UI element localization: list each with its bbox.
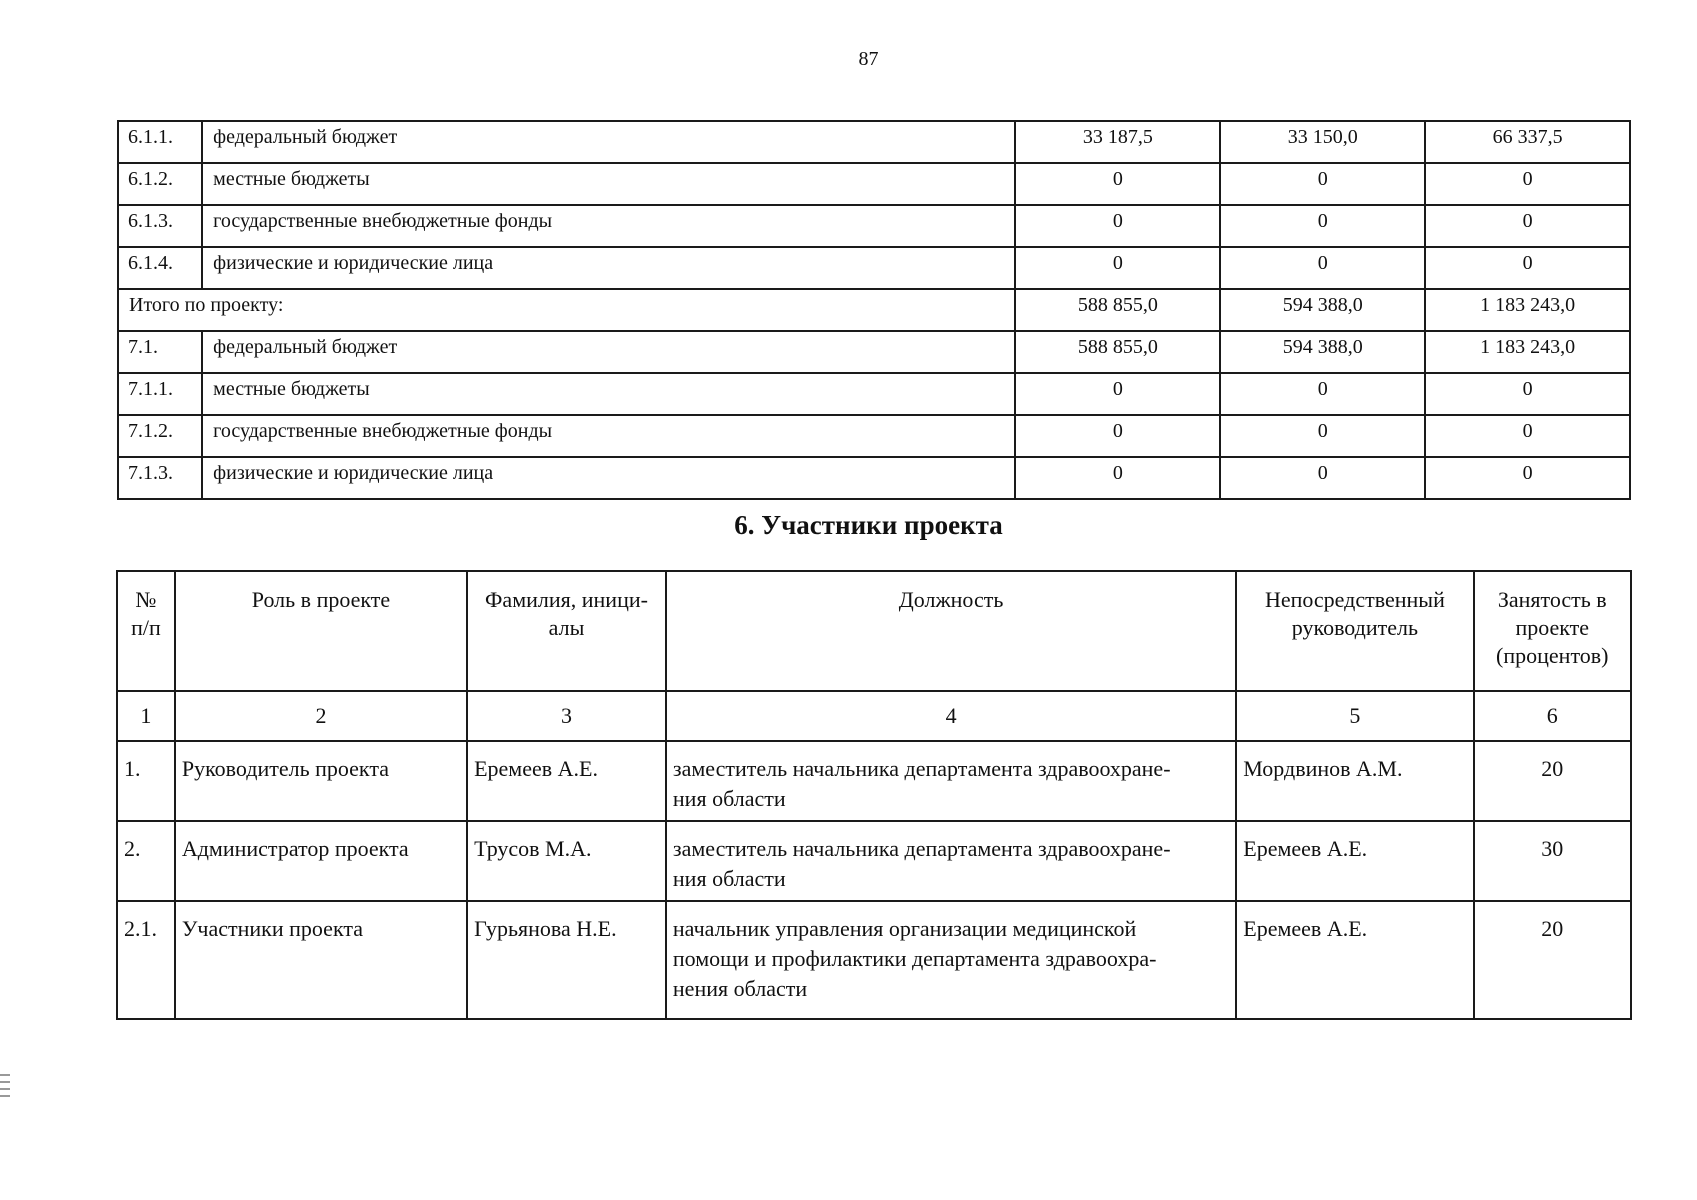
- participant-role: Администратор проекта: [175, 821, 467, 901]
- header-num-line2: п/п: [131, 615, 161, 640]
- row-value-2: 0: [1220, 247, 1425, 289]
- header-employment-line3: (процентов): [1496, 643, 1609, 668]
- table-row: [117, 901, 1631, 1019]
- row-code: 7.1.2.: [118, 415, 202, 457]
- table-row: [118, 121, 1630, 163]
- header-manager-line1: Непосредственный: [1264, 587, 1445, 612]
- table-row: [117, 821, 1631, 901]
- table-row: [118, 415, 1630, 457]
- row-value-total: 0: [1425, 457, 1630, 499]
- header-position: [666, 571, 1236, 691]
- total-label: Итого по проекту:: [118, 289, 1015, 331]
- participant-position: [666, 821, 1236, 901]
- row-value-1: 0: [1015, 373, 1220, 415]
- row-value-total: 0: [1425, 415, 1630, 457]
- row-name: федеральный бюджет: [202, 121, 1015, 163]
- total-value-1: 588 855,0: [1015, 289, 1220, 331]
- row-value-total: 0: [1425, 205, 1630, 247]
- row-code: 7.1.1.: [118, 373, 202, 415]
- table-row: [118, 331, 1630, 373]
- participant-position: [666, 901, 1236, 1019]
- row-value-2: 0: [1220, 457, 1425, 499]
- row-value-2: 0: [1220, 205, 1425, 247]
- total-value-total: 1 183 243,0: [1425, 289, 1630, 331]
- header-name: [467, 571, 666, 691]
- participant-num: 2.1.: [117, 901, 175, 1019]
- header-employment-line2: проекте: [1515, 615, 1590, 640]
- row-value-total: 0: [1425, 163, 1630, 205]
- header-employment: [1474, 571, 1631, 691]
- row-value-1: 0: [1015, 457, 1220, 499]
- row-name: физические и юридические лица: [202, 457, 1015, 499]
- row-name: физические и юридические лица: [202, 247, 1015, 289]
- column-number: 2: [175, 691, 467, 741]
- row-value-2: 594 388,0: [1220, 331, 1425, 373]
- row-name: федеральный бюджет: [202, 331, 1015, 373]
- row-code: 6.1.2.: [118, 163, 202, 205]
- row-value-2: 0: [1220, 163, 1425, 205]
- row-name: местные бюджеты: [202, 373, 1015, 415]
- row-code: 6.1.4.: [118, 247, 202, 289]
- participant-name: Гурьянова Н.Е.: [467, 901, 666, 1019]
- row-value-total: 1 183 243,0: [1425, 331, 1630, 373]
- header-role: [175, 571, 467, 691]
- participant-num: 2.: [117, 821, 175, 901]
- participant-name: Еремеев А.Е.: [467, 741, 666, 821]
- total-value-2: 594 388,0: [1220, 289, 1425, 331]
- page-number: 87: [858, 48, 879, 70]
- budget-table: [117, 120, 1631, 500]
- row-code: 7.1.3.: [118, 457, 202, 499]
- header-role-text: Роль в проекте: [251, 587, 391, 612]
- participant-employment: 30: [1474, 821, 1631, 901]
- row-code: 6.1.3.: [118, 205, 202, 247]
- row-value-1: 588 855,0: [1015, 331, 1220, 373]
- row-value-2: 0: [1220, 415, 1425, 457]
- header-row: [117, 571, 1631, 691]
- column-number: 4: [666, 691, 1236, 741]
- row-value-total: 0: [1425, 373, 1630, 415]
- position-line: заместитель начальника департамента здравоохране-: [672, 756, 1171, 781]
- header-num-line1: №: [135, 587, 157, 612]
- row-value-1: 0: [1015, 415, 1220, 457]
- table-row: [118, 205, 1630, 247]
- participants-table: [116, 570, 1632, 1020]
- column-number: 5: [1236, 691, 1473, 741]
- row-code: 6.1.1.: [118, 121, 202, 163]
- row-value-1: 33 187,5: [1015, 121, 1220, 163]
- header-position-text: Должность: [898, 587, 1004, 612]
- column-number: 6: [1474, 691, 1631, 741]
- participant-name: Трусов М.А.: [467, 821, 666, 901]
- row-name: государственные внебюджетные фонды: [202, 205, 1015, 247]
- header-num: [117, 571, 175, 691]
- header-manager-line2: руководитель: [1291, 615, 1419, 640]
- total-row: [118, 289, 1630, 331]
- row-value-1: 0: [1015, 163, 1220, 205]
- margin-scan-mark: [0, 1073, 10, 1104]
- position-line: заместитель начальника департамента здравоохране-: [672, 836, 1171, 861]
- table-row: [118, 163, 1630, 205]
- table-row: [118, 247, 1630, 289]
- participant-manager: Еремеев А.Е.: [1236, 821, 1473, 901]
- position-line: нения области: [672, 976, 808, 1001]
- row-value-1: 0: [1015, 205, 1220, 247]
- participant-manager: Мордвинов А.М.: [1236, 741, 1473, 821]
- participant-role: Руководитель проекта: [175, 741, 467, 821]
- participant-role: Участники проекта: [175, 901, 467, 1019]
- row-value-2: 33 150,0: [1220, 121, 1425, 163]
- table-row: [118, 373, 1630, 415]
- header-name-line2: алы: [548, 615, 585, 640]
- participant-position: [666, 741, 1236, 821]
- scan-tick-marks: [0, 1073, 10, 1103]
- position-line: ния области: [672, 786, 786, 811]
- column-number-row: [117, 691, 1631, 741]
- row-value-1: 0: [1015, 247, 1220, 289]
- header-manager: [1236, 571, 1473, 691]
- table-row: [117, 741, 1631, 821]
- participant-num: 1.: [117, 741, 175, 821]
- header-name-line1: Фамилия, иници-: [485, 587, 648, 612]
- position-line: ния области: [672, 866, 786, 891]
- table-row: [118, 457, 1630, 499]
- section-title: 6. Участники проекта: [734, 510, 1003, 540]
- position-line: начальник управления организации медицинской: [672, 916, 1137, 941]
- row-value-2: 0: [1220, 373, 1425, 415]
- column-number: 3: [467, 691, 666, 741]
- row-name: государственные внебюджетные фонды: [202, 415, 1015, 457]
- header-employment-line1: Занятость в: [1497, 587, 1607, 612]
- position-line: помощи и профилактики департамента здравоохра-: [672, 946, 1157, 971]
- row-value-total: 0: [1425, 247, 1630, 289]
- column-number: 1: [117, 691, 175, 741]
- participant-manager: Еремеев А.Е.: [1236, 901, 1473, 1019]
- row-name: местные бюджеты: [202, 163, 1015, 205]
- row-code: 7.1.: [118, 331, 202, 373]
- participant-employment: 20: [1474, 901, 1631, 1019]
- row-value-total: 66 337,5: [1425, 121, 1630, 163]
- participant-employment: 20: [1474, 741, 1631, 821]
